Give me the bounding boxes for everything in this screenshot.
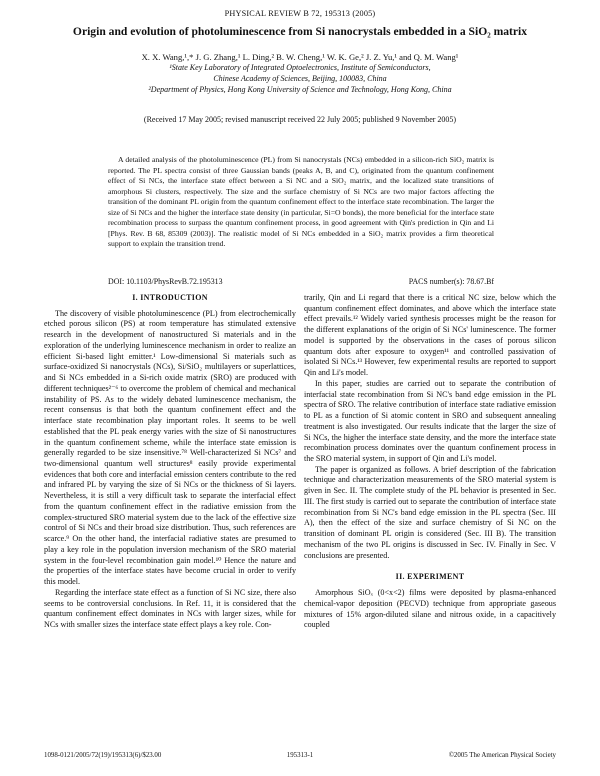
- running-head: PHYSICAL REVIEW B 72, 195313 (2005): [224, 9, 376, 18]
- paragraph: The discovery of visible photoluminescence (PL) from electrochemically etched porous silicon (PS) at room temperature has stimulated extensive research in the development of nanostructured Si materials and in the exploration of the underlying luminescence mechanism in order to realize an efficient Si-based light emitter.¹ Low-dimensional Si materials such as surface-oxidized Si nanocrystals (NCs), Si/SiO₂ multilayers or superlattices, and Si NCs embedded in a Si-rich oxide matrix (SRO) are produced with different techniques²⁻⁶ to overcome the problem of chemical and mechanical instability of PS. As to the widely debated luminescence mechanism, the recent consensus is that both the quantum confinement effect and the interface state recombination play important roles. It seems to be well established that the PL peak energy varies with the size of Si nanostructures in the quantum confinement scheme, while the interface state emission is generally regarded to be size insensitive.⁷⁸ Well-characterized Si NCs⁷ and two-dimensional quantum well structures⁸ easily provide experimental evidences that both core and interfacial emission centers contribute to the red and infrared PL by varying the size of Si NCs or the thickness of Si layers. Nevertheless, it is still a very difficult task to separate the interfacial effect from the quantum confinement effect in the radiative emission from the complex-structured SRO material system due to the lack of the effective size control of Si NCs and their broad size distribution. Thus, such references are scarce.⁹ On the other hand, the interfacial radiative states are presumed to play a key role in the population inversion mechanism of the SRO material system in the four-level recombination gain model.¹⁰ Hence the nature and the properties of the interface states have become crucial in order to verify this model.: [44, 308, 296, 587]
- left-column: [44, 293, 296, 631]
- author-list: X. X. Wang,¹,* J. G. Zhang,¹ L. Ding,² B. W. Cheng,¹ W. K. Ge,² J. Z. Yu,¹ and Q. M. Wang¹: [141, 52, 459, 62]
- section-heading-experiment: II. EXPERIMENT: [395, 572, 465, 582]
- doi-pacs-row: [108, 277, 494, 286]
- paragraph: Regarding the interface state effect as a function of Si NC size, there also seems to be controversial conclusions. In Ref. 11, it is considered that the quantum confinement effect dominates in NCs with larger sizes, while for NCs with smaller sizes the interface state effect plays a key role. Con-: [44, 587, 296, 630]
- pacs-numbers: PACS number(s): 78.67.Bf: [408, 277, 494, 286]
- paragraph: In this paper, studies are carried out to separate the contribution of interfacial state recombination from Si NC's band edge emission in the PL spectra of SRO. The relative contribution of interface state radiative emission to PL as a function of Si atomic content in SRO and subsequent annealing treatment is also investigated. Our results indicate that the larger the size of Si NCs, the higher the interface state density, and the more the interface state recombination process dominates over the quantum confinement process in the SRO material system, in support of Qin and Li's model.: [304, 378, 556, 464]
- paragraph: trarily, Qin and Li regard that there is a critical NC size, below which the quantum confinement effect dominates, and above which the interface state effect prevails.¹² Widely varied synthesis processes might be the reason for the different explanations of the origin of Si NCs' luminescence. The former model is supported by the observations in the cases of porous silicon quantum dots after exposure to oxygen¹¹ and controlled passivation of isolated Si NCs.¹³ However, few experimental results are reported to support Qin and Li's model.: [304, 293, 556, 378]
- paragraph: Amorphous SiOₓ (0<x<2) films were deposited by plasma-enhanced chemical-vapor deposition (PECVD) technique from appropriate gaseous mixtures of 15% argon-diluted silane and nitrous oxide, in a capacitively coupled: [304, 588, 556, 630]
- paragraph: The paper is organized as follows. A brief description of the fabrication technique and characterization measurements of the SRO material system is given in Sec. II. The complete study of the PL behavior is presented in Sec. III. The first study is carried out to separate the contribution of interface state recombination from Si NC's band edge emission in the PL spectra (Sec. III A), then the effect of the size and surface chemistry of Si NC on the transition of dominant PL origin is considered (Sec. III B). The transition mechanism of the two PL origins is discussed in Sec. IV. Finally in Sec. V conclusions are presented.: [304, 464, 556, 560]
- affiliation-1: ¹State Key Laboratory of Integrated Optoelectronics, Institute of Semiconductors,: [169, 63, 431, 72]
- abstract: [108, 155, 494, 250]
- page-footer: [44, 752, 556, 759]
- affiliation-2: ²Department of Physics, Hong Kong University of Science and Technology, Hong Kong, China: [148, 85, 452, 94]
- section-heading-introduction: I. INTRODUCTION: [132, 293, 208, 302]
- received-dates: (Received 17 May 2005; revised manuscript received 22 July 2005; published 9 November 2005): [143, 115, 457, 124]
- doi-link[interactable]: DOI: 10.1103/PhysRevB.72.195313: [108, 277, 223, 286]
- affiliation-1-cont: Chinese Academy of Sciences, Beijing, 100083, China: [213, 74, 387, 83]
- right-column: [304, 293, 556, 631]
- abstract-text: A detailed analysis of the photoluminescence (PL) from Si nanocrystals (NCs) embedded in a silicon-rich SiO₂ matrix is reported. The PL spectra consist of three Gaussian bands (peaks A, B, and C), originated from the quantum confinement effect of Si NCs, the interface state effect between a Si NC and a SiO₂ matrix, and the localized state transitions of amorphous Si clusters, respectively. The size and the surface chemistry of Si NCs are two major factors affecting the transition of the dominant PL origin from the quantum confinement effect to the interface state recombination. The larger the size of Si NCs and the higher the interface state density (in particular, Si=O bonds), the more beneficial for the interface state recombination process to surpass the quantum confinement process, in good agreement with Qin's prediction in Qin and Li [Phys. Rev. B 68, 85309 (2003)]. The realistic model of Si NCs embedded in a SiO₂ matrix provides a firm theoretical support to explain the transition trend.: [108, 155, 494, 249]
- footer-code: 1098-0121/2005/72(19)/195313(6)/$23.00: [44, 752, 162, 759]
- page-number: 195313-1: [286, 752, 314, 759]
- copyright: ©2005 The American Physical Society: [448, 752, 556, 759]
- article-title: Origin and evolution of photoluminescence from Si nanocrystals embedded in a SiO₂ matrix: [72, 25, 528, 38]
